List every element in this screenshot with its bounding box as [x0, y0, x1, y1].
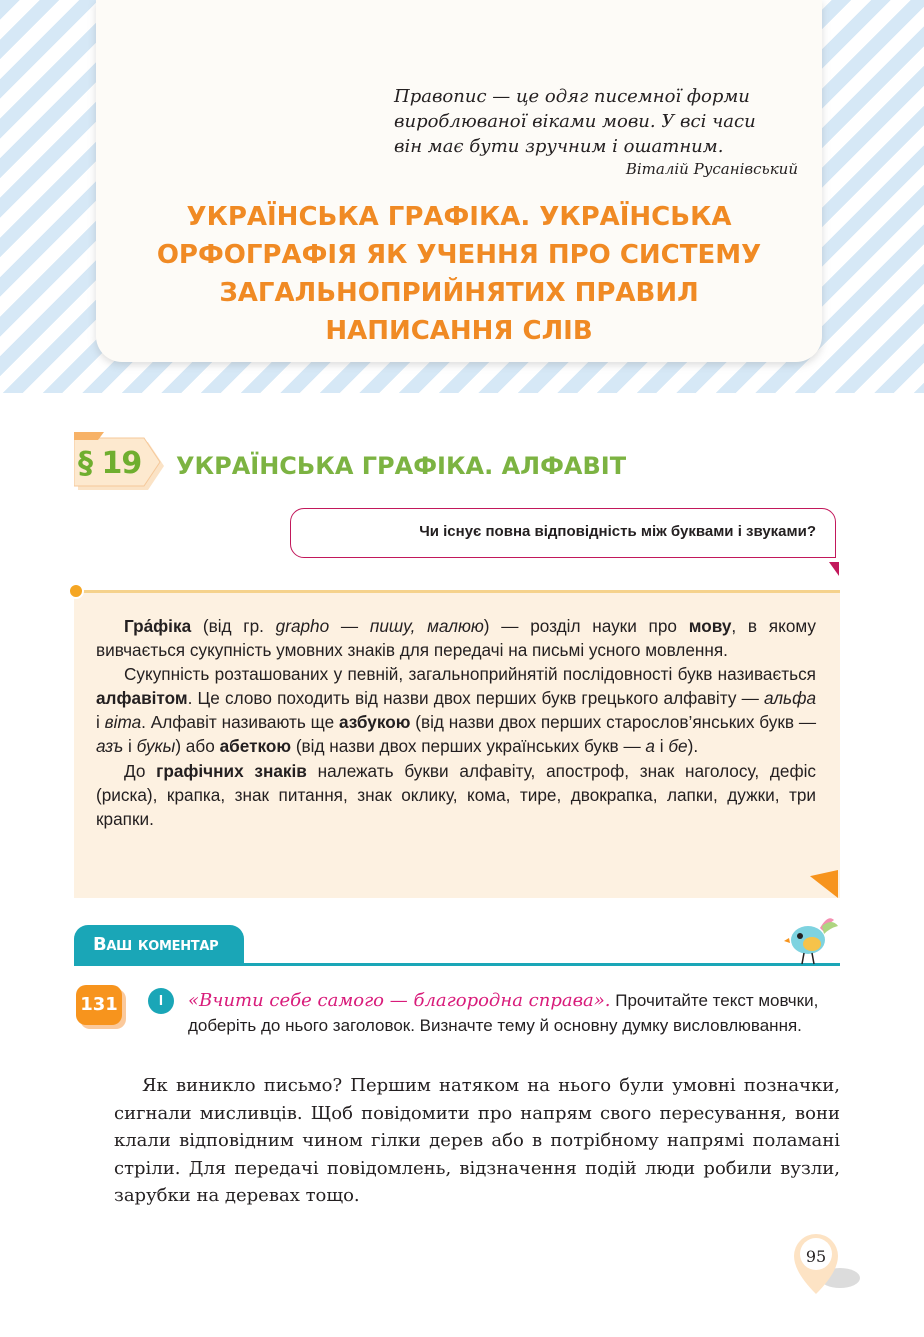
text-run: (від гр. — [191, 616, 276, 636]
text-run: пишу, малюю — [369, 616, 484, 636]
comment-rule — [74, 963, 840, 966]
chapter-title-line: ОРФОГРАФІЯ ЯК УЧЕННЯ ПРО СИСТЕМУ — [156, 240, 762, 270]
text-run: і — [96, 712, 105, 733]
difficulty-level-badge: I — [148, 988, 174, 1014]
text-run: ) — розділ науки про — [483, 616, 689, 636]
epigraph-line: Правопис — це одяг писемної форми — [394, 86, 750, 107]
term-graphic-signs: графічних знаків — [156, 760, 307, 781]
text-run: належать букви алфавіту, апостроф, знак наголосу, дефіс (риска), крапка, знак питання, знак оклику, кома, тире, двокрапка, лапки, дужки, три крапки. — [96, 760, 816, 829]
text-run: . Це слово походить від назви двох перших букв грецького алфавіту — — [187, 688, 764, 709]
epigraph-line: він має бути зручним і ошатним. — [394, 136, 724, 157]
term-mova: мову — [688, 616, 732, 636]
text-run: букы — [136, 736, 176, 757]
theory-paragraph-3 — [96, 759, 816, 831]
epigraph — [394, 84, 804, 159]
epigraph-line: вироблюваної віками мови. У всі часи — [394, 111, 756, 132]
exercise-instruction: Прочитайте текст мовчки, доберіть до нього заголовок. Визначте тему й основну думку висловлювання. — [188, 991, 819, 1035]
theory-paragraph-1 — [96, 614, 816, 662]
text-run: і — [123, 736, 137, 757]
text-run: азъ — [96, 736, 124, 757]
chapter-title — [96, 198, 822, 350]
chapter-title-line: УКРАЇНСЬКА ГРАФІКА. УКРАЇНСЬКА — [186, 202, 732, 232]
text-run: ). — [687, 736, 699, 757]
question-text: Чи існує повна відповідність між буквами і звуками? — [419, 523, 816, 540]
text-run: Сукупність розташованих у певній, загальноприйнятій послідовності букв називається — [124, 664, 816, 685]
paragraph-number: § 19 — [78, 446, 142, 481]
text-run: і — [654, 736, 669, 757]
section-title: УКРАЇНСЬКА ГРАФІКА. АЛФАВІТ — [176, 452, 627, 480]
theory-text — [96, 614, 816, 831]
term-abetka: абеткою — [219, 736, 292, 757]
page-number-pin-icon — [790, 1230, 866, 1304]
text-run: а — [645, 736, 655, 757]
exercise-number: 131 — [76, 985, 122, 1025]
text-run: бе — [668, 736, 688, 757]
theory-top-rule — [74, 590, 840, 593]
term-azbuka: азбукою — [339, 712, 411, 733]
exercise-task — [188, 988, 840, 1038]
theory-paragraph-2 — [96, 662, 816, 758]
reading-text — [114, 1072, 840, 1210]
chapter-title-line: ЗАГАЛЬНОПРИЙНЯТИХ ПРАВИЛ — [219, 278, 699, 308]
text-run: — — [329, 616, 370, 636]
text-run: До — [124, 760, 157, 781]
text-run: , в якому вивчається сукупність умовних знаків для передачі на письмі усного мовлення. — [96, 616, 816, 661]
page-number: 95 — [805, 1247, 827, 1266]
text-run: альфа — [763, 688, 816, 709]
term-alfavit: алфавітом — [96, 688, 188, 709]
text-run: grapho — [275, 616, 330, 636]
text-run: віта — [104, 712, 142, 733]
reading-paragraph: Як виникло письмо? Першим натяком на нього були умовні позначки, сигнали мисливців. Щоб повідомити про напрям свого пересування, вони клали відповідним чином гілки дерев або в потрібному напрямі поламані стріли. Для передачі повідомлень, відзначення подій люди робили вузли, зарубки на деревах тощо. — [114, 1075, 840, 1207]
chapter-title-line: НАПИСАННЯ СЛІВ — [325, 316, 593, 346]
theory-dot-icon — [68, 583, 84, 599]
text-run: (від назви двох перших українських букв — — [291, 736, 646, 757]
text-run: (від назви двох перших старослов’янських букв — — [410, 712, 817, 733]
text-run: . Алфавіт називають ще — [141, 712, 339, 733]
exercise-quote: «Вчити себе самого — благородна справа». — [188, 990, 611, 1011]
epigraph-author: Віталій Русанівський — [625, 160, 798, 178]
bird-icon — [784, 908, 840, 966]
text-run: ) або — [175, 736, 220, 757]
question-corner — [829, 562, 839, 576]
term-grafika: Гра́фіка — [124, 616, 192, 636]
comment-label: Ваш коментар — [93, 934, 219, 955]
